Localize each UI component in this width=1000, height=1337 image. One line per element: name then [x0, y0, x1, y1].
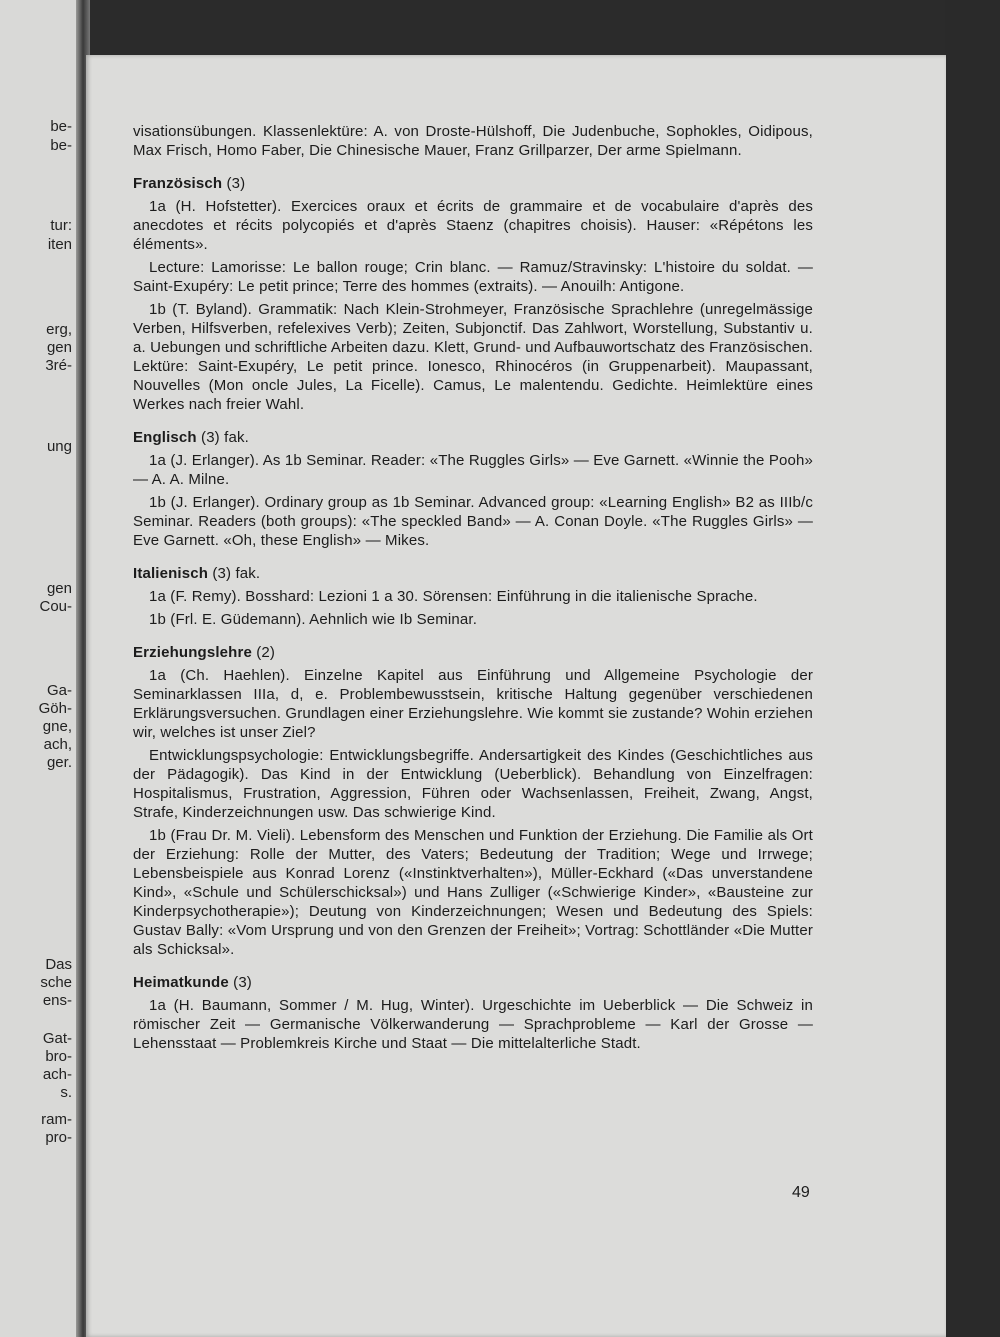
fragment: ram-	[41, 1111, 72, 1128]
paragraph: 1b (T. Byland). Grammatik: Nach Klein-Strohmeyer, Französische Sprachlehre (unregelmässige Verben, Hilfsverben, refelexives Verb); Zeiten, Subjonctif. Das Zahlwort, Worstellung, Substantiv u. a. Uebungen und schriftliche Arbeiten dazu. Klett, Grund- und Aufbauwortschatz des Französischen. Lektüre: Saint-Exupéry, Le petit prince. Ionesco, Rhinocéros (in Gruppenarbeit). Maupassant, Nouvelles (Mon oncle Jules, La Ficelle). Camus, Le malentendu. Gedichte. Heimlektüre eines Werkes nach freier Wahl.	[133, 301, 813, 413]
fragment: ung	[46, 438, 72, 455]
paragraph: 1b (J. Erlanger). Ordinary group as 1b Seminar. Advanced group: «Learning English» B2 as IIIb/c Seminar. Readers (both groups): «The speckled Band» — A. Conan Doyle. «The Ruggles Girls» — Eve Garnett. «Oh, these English» — Mikes.	[133, 494, 813, 549]
scan-background	[945, 0, 1000, 1337]
paragraph: Lecture: Lamorisse: Le ballon rouge; Crin blanc. — Ramuz/Stravinsky: L'histoire du soldat. — Saint-Exupéry: Le petit prince; Terre des hommes (extraits). — Anouilh: Antigone.	[133, 259, 813, 295]
paragraph: 1b (Frau Dr. M. Vieli). Lebensform des Menschen und Funktion der Erziehung. Die Familie als Ort der Erziehung: Rolle der Mutter, des Vaters; Bedeutung der Tradition; Wege und Irrwege; Lebensbeispiele aus Konrad Lorenz («Instinktverhalten»), Müller-Eckhard («Das unverstandene Kind», «Schule und Schülerschicksal») und Hans Zulliger («Schwierige Kinder», «Bausteine zur Kinderpsychotherapie»); Deutung von Kinderzeichnungen; Wesen und Bedeutung des Spiels: Gustav Bally: «Vom Ursprung und von den Grenzen der Freiheit»; Vortrag: Schottländer «Die Mutter als Schicksal».	[133, 827, 813, 958]
fragment: gne,	[42, 718, 72, 735]
section-heading	[133, 643, 813, 662]
fragment: ger.	[46, 754, 72, 771]
section-heimatkunde	[133, 973, 813, 1053]
section-title: Englisch	[133, 429, 197, 446]
paragraph: 1b (Frl. E. Güdemann). Aehnlich wie Ib Seminar.	[149, 611, 478, 628]
section-title: Heimatkunde	[133, 974, 229, 991]
fragment: erg,	[46, 321, 72, 338]
paragraph: 1a (H. Baumann, Sommer / M. Hug, Winter). Urgeschichte im Ueberblick — Die Schweiz in römischer Zeit — Germanische Völkerwanderung — Sprachprobleme — Karl der Grosse — Lehensstaat — Problemkreis Kirche und Staat — Die mittelalterliche Stadt.	[133, 997, 813, 1052]
section-meta: (3)	[233, 974, 252, 991]
paragraph: 1a (H. Hofstetter). Exercices oraux et écrits de grammaire et de vocabulaire d'après des anecdotes et récits polycopiés et d'après Staenz (chapitres choisis). Hauser: «Répétons les éléments».	[133, 198, 813, 253]
fragment: ens-	[42, 992, 72, 1009]
fragment: Gat-	[42, 1030, 72, 1047]
fragment: Ga-	[46, 682, 72, 699]
fragment: iten	[47, 236, 72, 253]
section-heading	[133, 174, 813, 193]
section-englisch	[133, 428, 813, 550]
paragraph: 1a (F. Remy). Bosshard: Lezioni 1 a 30. Sörensen: Einführung in die italienische Sprache.	[149, 588, 758, 605]
section-erziehungslehre	[133, 643, 813, 959]
paragraph: Entwicklungspsychologie: Entwicklungsbegriffe. Andersartigkeit des Kindes (Geschichtliches aus der Pädagogik). Das Kind in der Entwicklung (Ueberblick). Behandlung von Einzelfragen: Hospitalismus, Frustration, Aggression, Führen oder Wachsenlassen, Freiheit, Zwang, Angst, Strafe, Kinderzeichnungen usw. Das schwierige Kind.	[133, 747, 813, 821]
fragment: 3ré-	[45, 357, 72, 374]
fragment: gen	[46, 339, 72, 356]
section-meta: (3) fak.	[201, 429, 249, 446]
section-meta: (3) fak.	[212, 565, 261, 582]
fragment: be-	[50, 118, 72, 135]
section-franzoesisch	[133, 174, 813, 414]
fragment: ach-	[42, 1066, 72, 1083]
fragment: gen	[46, 580, 72, 597]
section-title: Französisch	[133, 175, 223, 192]
fragment: sche	[40, 974, 72, 991]
section-heading	[133, 973, 813, 992]
fragment: s.	[60, 1084, 72, 1101]
page-number: 49	[792, 1184, 810, 1201]
section-title: Erziehungslehre	[133, 644, 252, 661]
paragraph: 1a (Ch. Haehlen). Einzelne Kapitel aus Einführung und Allgemeine Psychologie der Seminarklassen IIIa, d, e. Problembewusstsein, kritische Haltung gegenüber verschiedenen Erklärungsversuchen. Grundlagen einer Erziehungslehre. Wie kommt sie zustande? Wohin erziehen wir, welches ist unser Ziel?	[133, 667, 813, 741]
section-italienisch	[133, 564, 813, 629]
fragment: ach,	[43, 736, 72, 753]
section-meta: (3)	[226, 175, 246, 192]
intro-paragraph: visationsübungen. Klassenlektüre: A. von Droste-Hülshoff, Die Judenbuche, Sophokles, Oidipous, Max Frisch, Homo Faber, Die Chinesische Mauer, Franz Grillparzer, Der arme Spielmann.	[133, 123, 813, 159]
section-heading	[133, 564, 813, 583]
section-meta: (2)	[256, 644, 276, 661]
fragment: tur:	[50, 217, 72, 234]
fragment: Das	[45, 956, 72, 973]
fragment: pro-	[45, 1129, 72, 1146]
page-content	[133, 122, 813, 1057]
paragraph: 1a (J. Erlanger). As 1b Seminar. Reader: «The Ruggles Girls» — Eve Garnett. «Winnie the Pooh» — A. A. Milne.	[133, 452, 813, 488]
fragment: bro-	[45, 1048, 72, 1065]
fragment: Cou-	[39, 598, 72, 615]
section-title: Italienisch	[133, 565, 209, 582]
fragment: be-	[50, 137, 72, 154]
previous-page-fragments	[0, 0, 76, 1337]
fragment: Göh-	[38, 700, 72, 717]
section-heading	[133, 428, 813, 447]
